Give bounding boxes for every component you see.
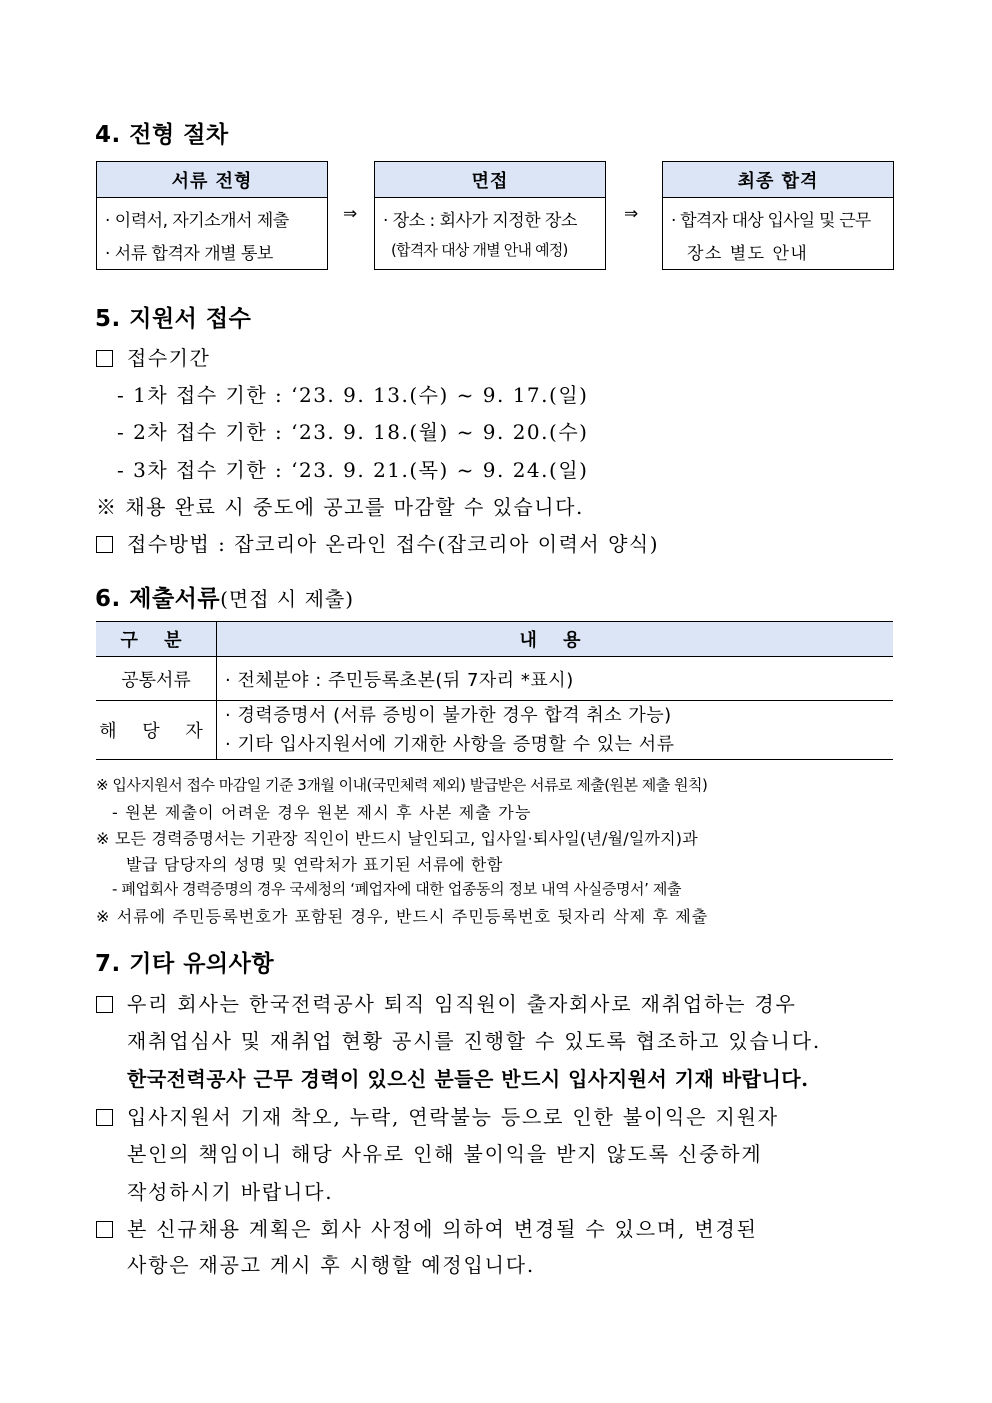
checkbox-square-icon [96, 1221, 113, 1238]
process-step-final-pass [662, 161, 894, 270]
process-step-title: 최종 합격 [663, 162, 893, 198]
notice-item [96, 988, 797, 1017]
process-step-line: · 이력서, 자기소개서 제출 [105, 211, 289, 231]
checkbox-square-icon [96, 1109, 113, 1126]
process-step-line: (합격자 대상 개별 안내 예정) [391, 241, 568, 259]
table-cell-line: · 경력증명서 (서류 증빙이 불가한 경우 합격 취소 가능) [225, 705, 672, 726]
process-step-line: · 장소 : 회사가 지정한 장소 [383, 211, 577, 231]
process-step-line: · 합격자 대상 입사일 및 근무 [671, 211, 871, 231]
table-row [96, 701, 893, 760]
process-step-document-screening [96, 161, 328, 270]
process-step-title: 서류 전형 [97, 162, 327, 198]
checkbox-square-icon [96, 996, 113, 1013]
notice-item [96, 1213, 758, 1242]
process-step-line: · 서류 합격자 개별 통보 [105, 244, 273, 264]
notice-line: 본 신규채용 계획은 회사 사정에 의하여 변경될 수 있으며, 변경된 [127, 1217, 758, 1241]
receipt-period-label: 접수기간 [127, 346, 211, 370]
table-cell-category: 공통서류 [96, 657, 217, 701]
early-close-note: ※ 채용 완료 시 중도에 공고를 마감할 수 있습니다. [96, 495, 584, 519]
section-6-title-main: 6. 제출서류 [95, 586, 221, 612]
notice-line: 우리 회사는 한국전력공사 퇴직 임직원이 출자회사로 재취업하는 경우 [127, 992, 797, 1016]
table-header-content: 내 용 [217, 622, 894, 657]
process-step-line: 장소 별도 안내 [687, 244, 809, 264]
receipt-round-3: - 3차 접수 기한 : ‘23. 9. 21.(목) ~ 9. 24.(일) [117, 458, 589, 482]
receipt-method-item [96, 528, 659, 557]
table-header-row [96, 622, 893, 657]
checkbox-square-icon [96, 536, 113, 553]
table-cell-category: 해 당 자 [96, 701, 217, 760]
documents-table [96, 621, 893, 760]
section-6-title [95, 580, 354, 613]
checkbox-square-icon [96, 350, 113, 367]
notice-line: 작성하시기 바랍니다. [127, 1180, 334, 1204]
table-cell-content [217, 701, 894, 760]
notice-line: 입사지원서 기재 착오, 누락, 연락불능 등으로 인한 불이익은 지원자 [127, 1105, 779, 1129]
receipt-round-2: - 2차 접수 기한 : ‘23. 9. 18.(월) ~ 9. 20.(수) [117, 420, 589, 444]
table-header-category: 구 분 [96, 622, 217, 657]
arrow-right-icon: ⇒ [624, 204, 639, 224]
notice-emphasis-line: 한국전력공사 근무 경력이 있으신 분들은 반드시 입사지원서 기재 바랍니다. [127, 1067, 809, 1091]
section-5-title: 5. 지원서 접수 [95, 306, 252, 332]
section-4-title: 4. 전형 절차 [95, 122, 229, 148]
receipt-round-1: - 1차 접수 기한 : ‘23. 9. 13.(수) ~ 9. 17.(일) [117, 383, 589, 407]
documents-note: - 원본 제출이 어려운 경우 원본 제시 후 사본 제출 가능 [112, 803, 532, 822]
notice-line: 재취업심사 및 재취업 현황 공시를 진행할 수 있도록 협조하고 있습니다. [127, 1029, 822, 1053]
section-6-title-sub: (면접 시 제출) [220, 587, 355, 611]
table-cell-line: · 기타 입사지원서에 기재한 사항을 증명할 수 있는 서류 [225, 734, 675, 755]
receipt-method-text: 접수방법 : 잡코리아 온라인 접수(잡코리아 이력서 양식) [127, 532, 660, 556]
notice-line: 사항은 재공고 게시 후 시행할 예정입니다. [127, 1253, 535, 1277]
notice-item [96, 1101, 779, 1130]
receipt-period-item [96, 342, 210, 371]
documents-note: ※ 서류에 주민등록번호가 포함된 경우, 반드시 주민등록번호 뒷자리 삭제 후 제출 [96, 907, 709, 926]
process-step-interview [374, 161, 606, 270]
process-step-title: 면접 [375, 162, 605, 198]
documents-note: - 폐업회사 경력증명의 경우 국세청의 ‘폐업자에 대한 업종동의 정보 내역 사실증명서’ 제출 [112, 880, 682, 898]
arrow-right-icon: ⇒ [343, 204, 358, 224]
documents-note: ※ 모든 경력증명서는 기관장 직인이 반드시 날인되고, 입사일·퇴사일(년/월/일까지)과 [96, 829, 698, 848]
documents-note: 발급 담당자의 성명 및 연락처가 표기된 서류에 한함 [126, 855, 503, 874]
table-cell-content: · 전체분야 : 주민등록초본(뒤 7자리 *표시) [217, 657, 894, 701]
documents-note: ※ 입사지원서 접수 마감일 기준 3개월 이내(국민체력 제외) 발급받은 서류로 제출(원본 제출 원칙) [96, 776, 708, 794]
notice-line: 본인의 책임이니 해당 사유로 인해 불이익을 받지 않도록 신중하게 [127, 1142, 763, 1166]
section-7-title: 7. 기타 유의사항 [95, 951, 275, 977]
table-row [96, 657, 893, 701]
